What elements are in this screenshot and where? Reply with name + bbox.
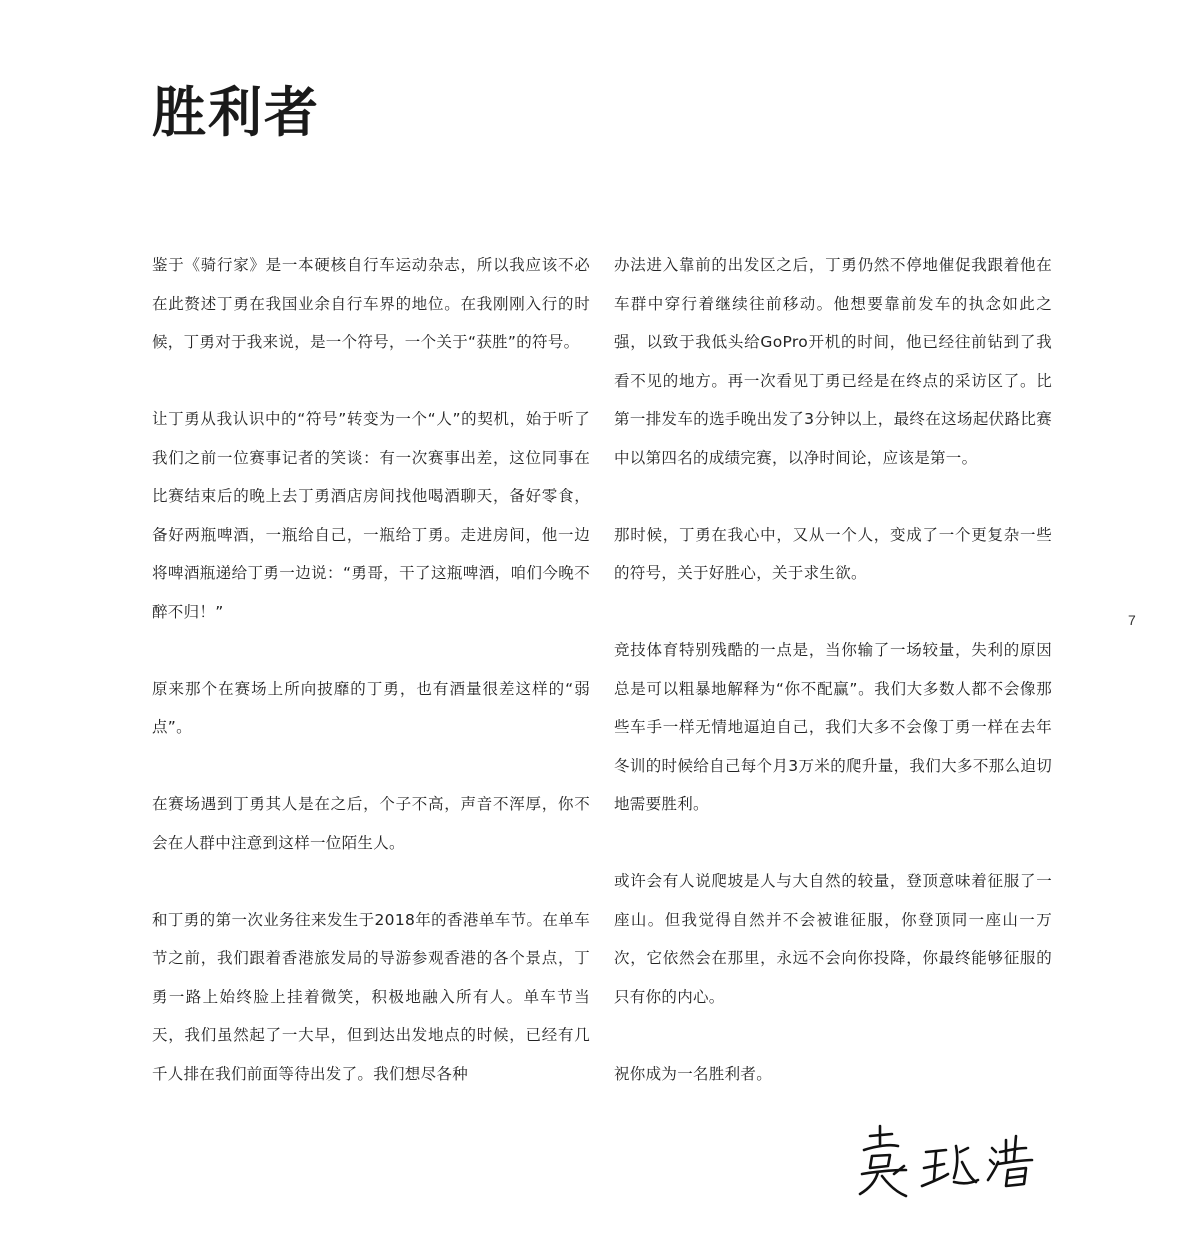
paragraph: 或许会有人说爬坡是人与大自然的较量，登顶意味着征服了一座山。但我觉得自然并不会被谁征服，你登顶同一座山一万次，它依然会在那里，永远不会向你投降，你最终能够征服的只有你的内心。 bbox=[614, 872, 1052, 1006]
paragraph: 办法进入靠前的出发区之后，丁勇仍然不停地催促我跟着他在车群中穿行着继续往前移动。他想要靠前发车的执念如此之强，以致于我低头给GoPro开机的时间，他已经往前钻到了我看不见的地方。再一次看见丁勇已经是在终点的采访区了。比第一排发车的选手晚出发了3分钟以上，最终在这场起伏路比赛中以第四名的成绩完赛，以净时间论，应该是第一。 bbox=[614, 256, 1052, 467]
paragraph: 在赛场遇到丁勇其人是在之后，个子不高，声音不浑厚，你不会在人群中注意到这样一位陌生人。 bbox=[152, 795, 590, 852]
paragraph: 竞技体育特别残酷的一点是，当你输了一场较量，失利的原因总是可以粗暴地解释为“你不配赢”。我们大多数人都不会像那些车手一样无情地逼迫自己，我们大多不会像丁勇一样在去年冬训的时候给自己每个月3万米的爬升量，我们大多不那么迫切地需要胜利。 bbox=[614, 641, 1052, 813]
right-column bbox=[614, 246, 1052, 1093]
page-title: 胜利者 bbox=[152, 81, 320, 144]
paragraph: 鉴于《骑行家》是一本硬核自行车运动杂志，所以我应该不必在此赘述丁勇在我国业余自行车界的地位。在我刚刚入行的时候，丁勇对于我来说，是一个符号，一个关于“获胜”的符号。 bbox=[152, 256, 590, 351]
paragraph: 和丁勇的第一次业务往来发生于2018年的香港单车节。在单车节之前，我们跟着香港旅发局的导游参观香港的各个景点，丁勇一路上始终脸上挂着微笑，积极地融入所有人。单车节当天，我们虽然起了一大早，但到达出发地点的时候，已经有几千人排在我们前面等待出发了。我们想尽各种 bbox=[152, 910, 590, 1083]
handwritten-signature bbox=[850, 1122, 1040, 1202]
paragraph: 让丁勇从我认识中的“符号”转变为一个“人”的契机，始于听了我们之前一位赛事记者的笑谈：有一次赛事出差，这位同事在比赛结束后的晚上去丁勇酒店房间找他喝酒聊天，备好零食，备好两瓶啤酒，一瓶给自己，一瓶给丁勇。走进房间，他一边将啤酒瓶递给丁勇一边说：“勇哥，干了这瓶啤酒，咱们今晚不醉不归！” bbox=[152, 410, 590, 621]
paragraph: 祝你成为一名胜利者。 bbox=[614, 1064, 773, 1083]
paragraph: 那时候，丁勇在我心中，又从一个人，变成了一个更复杂一些的符号，关于好胜心，关于求生欲。 bbox=[614, 525, 1052, 582]
left-column bbox=[152, 246, 590, 1093]
paragraph: 原来那个在赛场上所向披靡的丁勇，也有酒量很差这样的“弱点”。 bbox=[152, 679, 590, 736]
page-number: 7 bbox=[1128, 612, 1136, 628]
